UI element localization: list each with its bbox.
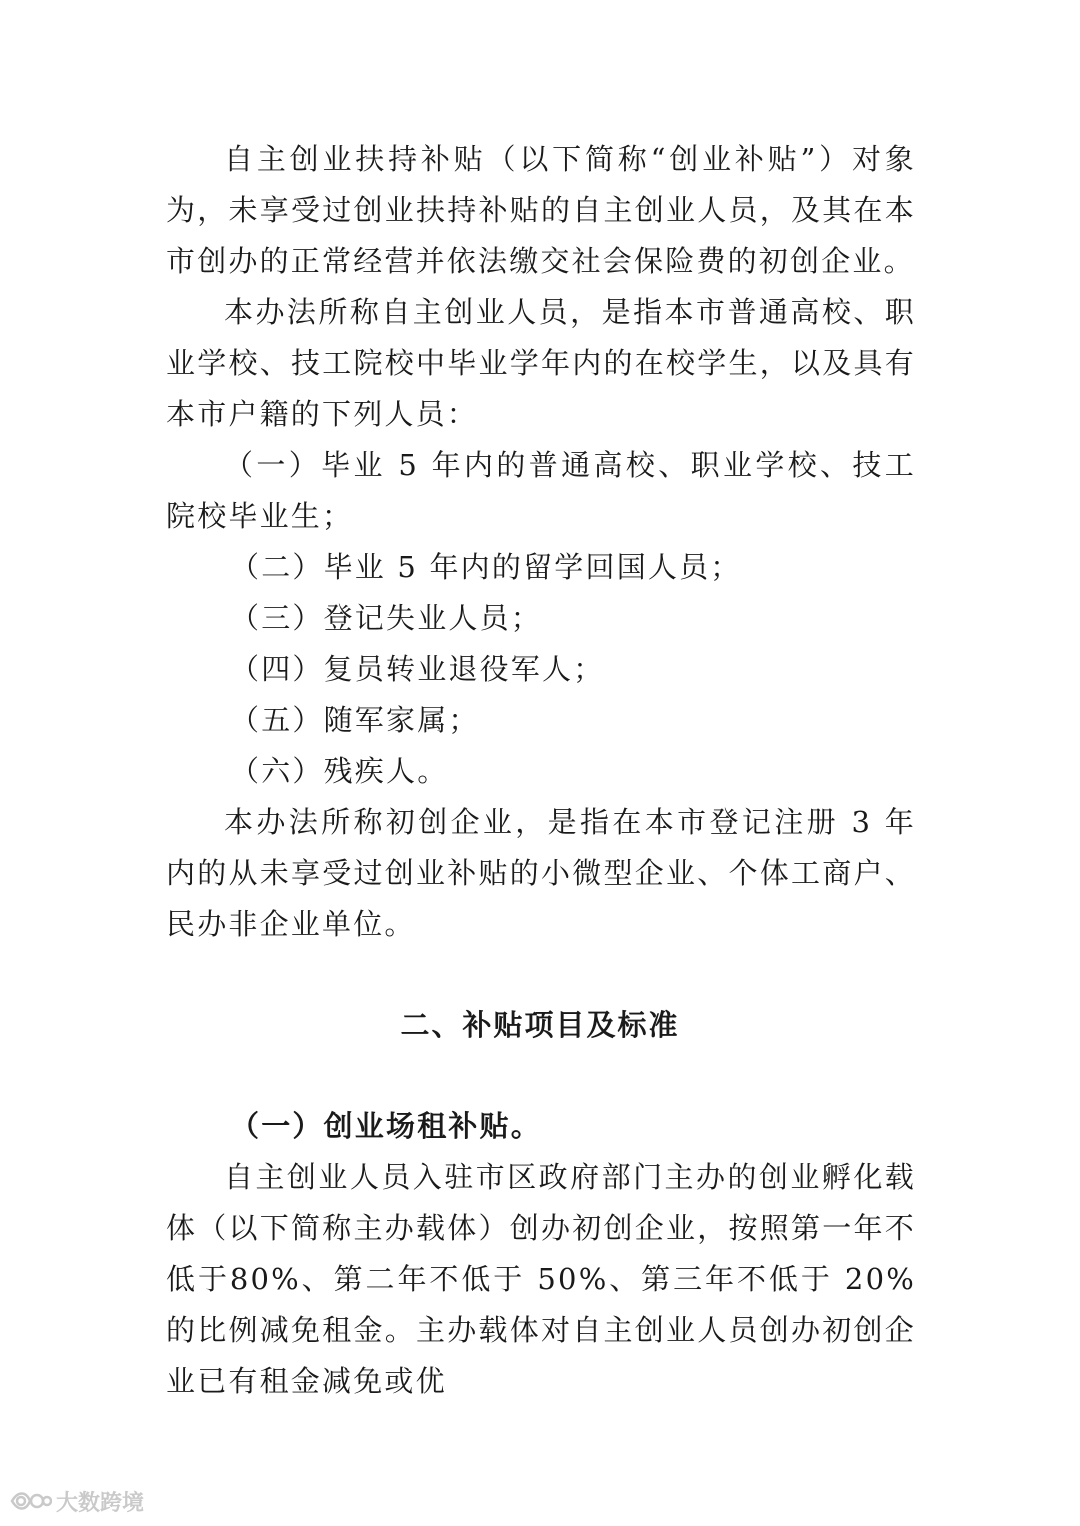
paragraph-subsidy-target: 自主创业扶持补贴（以下简称“创业补贴”）对象为，未享受过创业扶持补贴的自主创业人员，及其在本市创办的正常经营并依法缴交社会保险费的初创企业。 bbox=[166, 142, 916, 278]
list-item-6: （六）残疾人。 bbox=[230, 754, 449, 788]
watermark-text: 大数跨境 bbox=[56, 1490, 145, 1516]
subsection-heading: （一）创业场租补贴。 bbox=[230, 1109, 543, 1143]
watermark bbox=[8, 1486, 144, 1516]
list-item-5: （五）随军家属； bbox=[230, 703, 480, 737]
list-item-3: （三）登记失业人员； bbox=[230, 601, 543, 635]
list-item-1: （一）毕业 5 年内的普通高校、职业学校、技工院校毕业生； bbox=[166, 448, 916, 533]
eye-logo-icon bbox=[8, 1488, 52, 1514]
list-item-2: （二）毕业 5 年内的留学回国人员； bbox=[230, 550, 742, 584]
paragraph-rent-subsidy: 自主创业人员入驻市区政府部门主办的创业孵化载体（以下简称主办载体）创办初创企业，按照第一年不低于80%、第二年不低于 50%、第三年不低于 20%的比例减免租金。主办载体对自主创业人员创办初创企业已有租金减免或优 bbox=[166, 1160, 916, 1398]
list-item-4: （四）复员转业退役军人； bbox=[230, 652, 605, 686]
paragraph-startup-definition: 本办法所称初创企业，是指在本市登记注册 3 年内的从未享受过创业补贴的小微型企业、个体工商户、民办非企业单位。 bbox=[166, 805, 916, 941]
section-heading: 二、补贴项目及标准 bbox=[400, 1008, 680, 1042]
paragraph-entrepreneur-definition: 本办法所称自主创业人员，是指本市普通高校、职业学校、技工院校中毕业学年内的在校学生，以及具有本市户籍的下列人员： bbox=[166, 295, 916, 431]
